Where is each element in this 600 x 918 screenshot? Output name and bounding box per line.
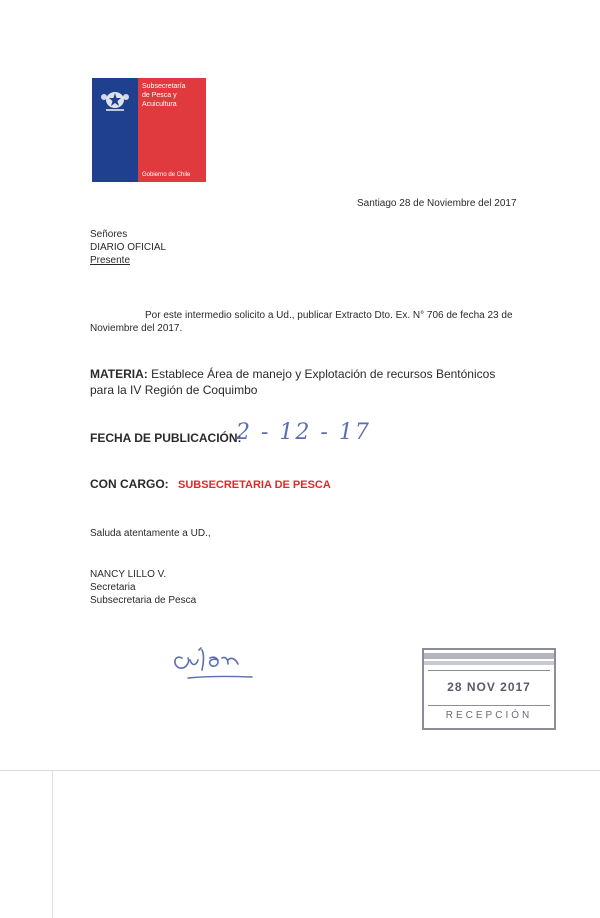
cargo-label: CON CARGO: [90, 477, 169, 491]
page-bottom-vertical-line [52, 770, 53, 918]
signer-office: Subsecretaria de Pesca [90, 595, 197, 606]
handwritten-initials [168, 632, 258, 684]
stamp-header-bar-2 [424, 661, 554, 665]
recipient-block [90, 228, 166, 267]
cargo-block [90, 476, 331, 493]
cargo-value: SUBSECRETARIA DE PESCA [178, 479, 331, 491]
handwritten-date: 2 - 12 - 17 [236, 420, 371, 445]
coat-of-arms-icon [98, 84, 132, 114]
signer-title: Secretaria [90, 582, 136, 593]
fecha-label: FECHA DE PUBLICACIÓN: [90, 431, 242, 445]
signature-block [90, 568, 196, 607]
logo-blue-panel [92, 78, 138, 182]
body-line-1: Por este intermedio solicito a Ud., publicar Extracto Dto. Ex. N° 706 de fecha 23 de [145, 310, 513, 321]
materia-label: MATERIA: [90, 367, 148, 381]
closing-line: Saluda atentamente a UD., [90, 528, 211, 539]
salutation: Señores [90, 229, 128, 240]
logo-name [142, 82, 186, 109]
presente: Presente [90, 255, 131, 266]
stamp-date: 28 NOV 2017 [447, 680, 531, 694]
logo-line-1: Subsecretaría [142, 83, 186, 90]
reception-stamp [422, 648, 556, 730]
institution-logo [92, 78, 206, 182]
logo-footer: Gobierno de Chile [142, 172, 191, 178]
stamp-header-bar [424, 653, 554, 659]
stamp-divider-bottom [428, 705, 550, 706]
stamp-divider-top [428, 670, 550, 671]
body-line-2: Noviembre del 2017. [90, 323, 183, 334]
page-bottom-divider [0, 770, 600, 771]
date-line: Santiago 28 de Noviembre del 2017 [357, 198, 517, 209]
logo-line-3: Acuicultura [142, 101, 177, 108]
materia-block [90, 366, 516, 398]
signer-name: NANCY LILLO V. [90, 569, 167, 580]
logo-line-2: de Pesca y [142, 92, 177, 99]
recipient-org: DIARIO OFICIAL [90, 242, 167, 253]
stamp-label: RECEPCIÓN [445, 710, 533, 721]
materia-text-1: Establece Área de manejo y Explotación de recursos Bentónicos [147, 367, 496, 381]
materia-text-2: para la IV Región de Coquimbo [90, 383, 258, 397]
